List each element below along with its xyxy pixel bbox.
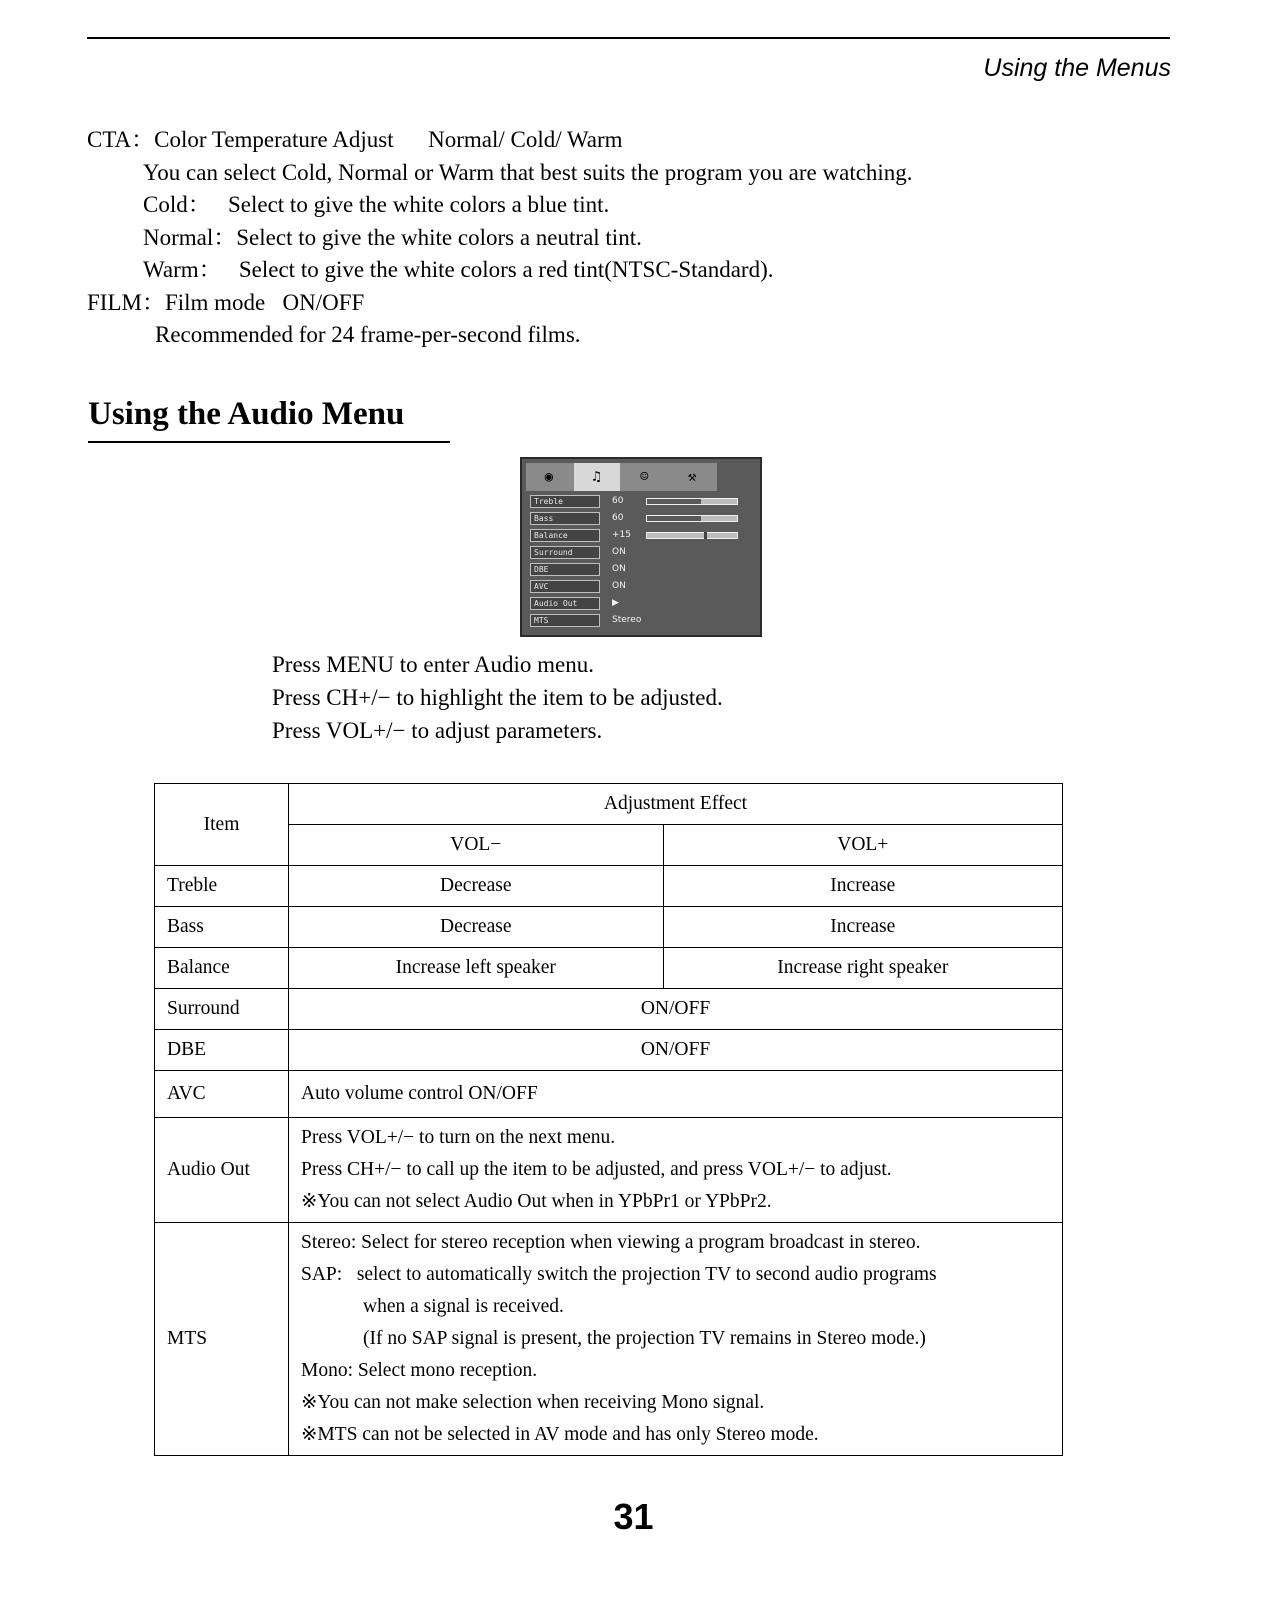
table-row [155,1030,1063,1071]
osd-level-bar [646,532,738,539]
warm-line: Warm： Select to give the white colors a red tint(NTSC-Standard). [143,257,774,282]
cold-line: Cold： Select to give the white colors a blue tint. [143,192,610,217]
osd-menu-row [530,580,760,594]
vol-minus-effect: Decrease [289,866,664,907]
running-header: Using the Menus [983,54,1171,82]
vol-plus-effect: Increase right speaker [663,948,1062,989]
vol-minus-header: VOL− [289,825,664,866]
osd-level-fill [647,499,701,504]
vol-minus-effect: Decrease [289,907,664,948]
vol-plus-effect: Increase [663,866,1062,907]
table-row [155,989,1063,1030]
mts-note: ※MTS can not be selected in AV mode and has only Stereo mode. [301,1424,819,1445]
film-line: FILM：Film mode ON/OFF [87,289,365,315]
osd-menu-row [530,529,760,543]
osd-menu-value: ON [612,547,626,557]
osd-menu-row [530,597,760,611]
osd-menu-value: +15 [612,530,631,540]
instructions [272,648,723,747]
page-number: 31 [613,1496,654,1537]
mts-sap: SAP: select to automatically switch the projection TV to second audio programs [301,1264,937,1285]
osd-menu-value: ▶ [612,598,619,608]
effect-cell [289,1118,1063,1223]
row-item: DBE [155,1030,289,1071]
instruction-line: Press VOL+/− to adjust parameters. [272,718,603,743]
effect-line: Press CH+/− to call up the item to be adjusted, and press VOL+/− to adjust. [301,1159,892,1180]
item-header: Item [155,784,289,866]
osd-menu-value: Stereo [612,615,642,625]
row-item: Bass [155,907,289,948]
table-row [155,1071,1063,1118]
table-row [155,1223,1063,1456]
top-rule [87,37,1170,39]
intro-text [87,124,913,352]
osd-menu-row [530,495,760,509]
vol-minus-effect: Increase left speaker [289,948,664,989]
instruction-line: Press CH+/− to highlight the item to be adjusted. [272,685,723,710]
mts-sap-continued: when a signal is received. [363,1296,564,1317]
effect-cell: Auto volume control ON/OFF [289,1071,1063,1118]
osd-menu-value: 60 [612,496,624,506]
table-row [155,948,1063,989]
osd-level-fill [647,516,701,521]
effect-line: ※You can not select Audio Out when in YPbPr1 or YPbPr2. [301,1191,772,1212]
eye-icon: ◉ [544,469,554,485]
osd-menu-value: ON [612,564,626,574]
row-item: Treble [155,866,289,907]
osd-menu-row [530,546,760,560]
cta-line: CTA：Color Temperature Adjust Normal/ Cold/ Warm [87,127,623,152]
section-title: Using the Audio Menu [88,396,405,432]
osd-menu-label: AVC [530,580,600,593]
osd-level-bar [646,498,738,505]
table-row [155,866,1063,907]
normal-line: Normal：Select to give the white colors a neutral tint. [143,224,642,250]
osd-menu-row [530,563,760,577]
table-row [155,1118,1063,1223]
table-row [155,907,1063,948]
vol-plus-effect: Increase [663,907,1062,948]
section-underline [88,441,450,443]
osd-menu-label: Bass [530,512,600,525]
effect-line: Press VOL+/− to turn on the next menu. [301,1127,616,1148]
osd-menu-label: DBE [530,563,600,576]
mts-stereo: Stereo: Select for stereo reception when viewing a program broadcast in stereo. [301,1232,921,1253]
film-description: Recommended for 24 frame-per-second films. [155,322,581,347]
row-item: Audio Out [155,1118,289,1223]
mts-mono: Mono: Select mono reception. [301,1360,538,1381]
osd-menu-label: MTS [530,614,600,627]
row-item: AVC [155,1071,289,1118]
tools-icon: ⚒ [687,469,697,485]
instruction-line: Press MENU to enter Audio menu. [272,652,594,677]
osd-menu-value: 60 [612,513,624,523]
osd-menu-label: Balance [530,529,600,542]
osd-menu-row [530,512,760,526]
effect-cell: ON/OFF [289,1030,1063,1071]
row-item: Surround [155,989,289,1030]
row-item: Balance [155,948,289,989]
osd-menu-label: Surround [530,546,600,559]
vol-plus-header: VOL+ [663,825,1062,866]
osd-level-bar [646,515,738,522]
mts-sap-note: (If no SAP signal is present, the projection TV remains in Stereo mode.) [363,1328,926,1349]
mts-note: ※You can not make selection when receiving Mono signal. [301,1392,765,1413]
effect-cell: ON/OFF [289,989,1063,1030]
music-icon: ♫ [574,463,620,491]
osd-balance-marker [704,532,707,539]
cta-description: You can select Cold, Normal or Warm that best suits the program you are watching. [143,159,913,185]
osd-tab-bar [526,463,717,491]
osd-menu-label: Audio Out [530,597,600,610]
osd-menu-row [530,614,760,628]
audio-menu-screenshot [520,457,762,637]
effect-cell [289,1223,1063,1456]
osd-menu-value: ON [612,581,626,591]
row-item: MTS [155,1223,289,1456]
osd-menu-label: Treble [530,495,600,508]
effect-header: Adjustment Effect [289,784,1063,825]
adjustment-table [154,783,1063,1456]
smiley-icon: ☺ [640,469,649,485]
